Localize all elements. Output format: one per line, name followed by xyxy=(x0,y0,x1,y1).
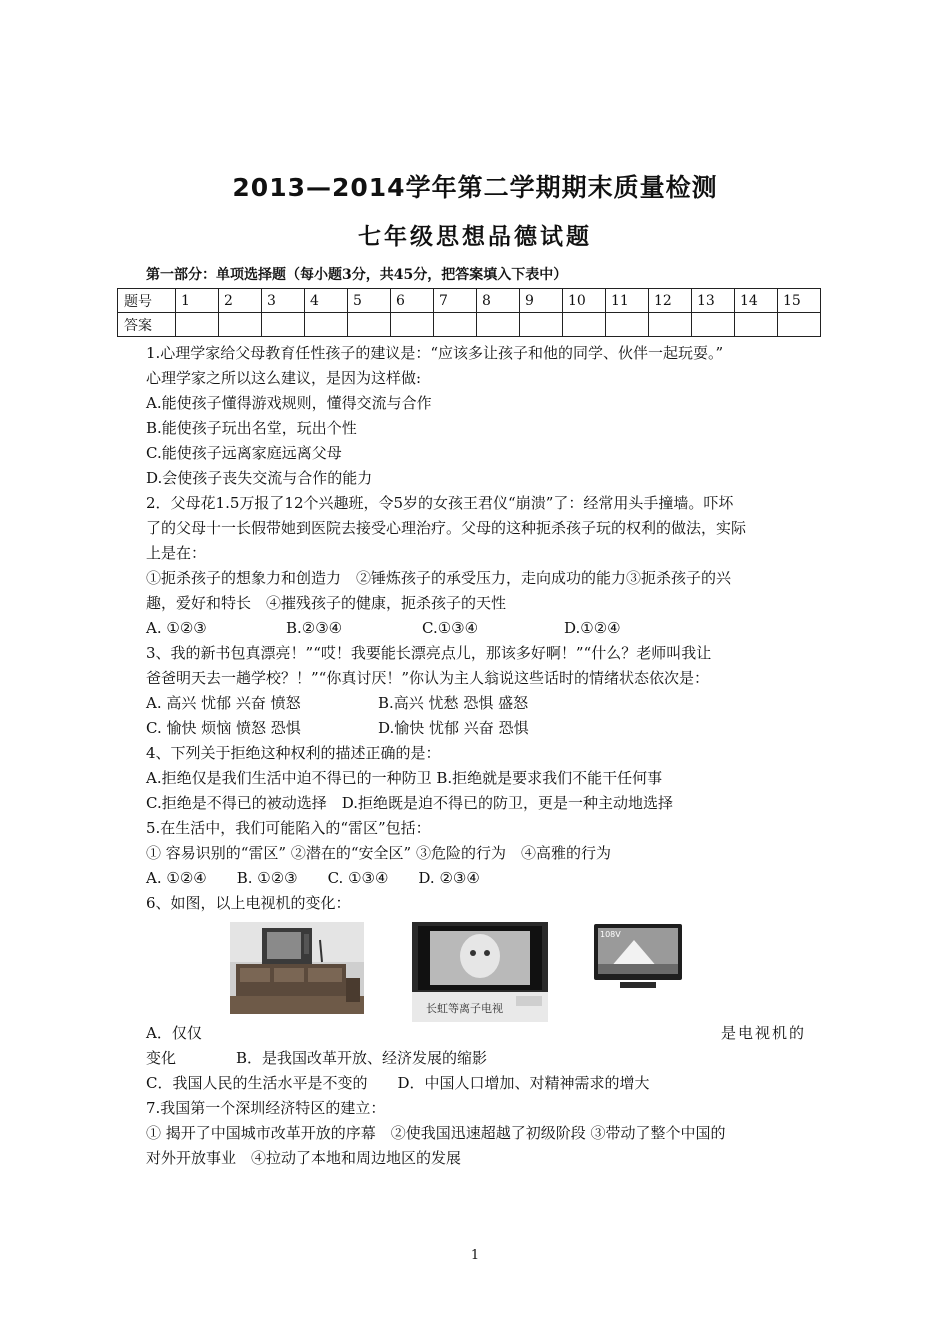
q2-option-c: C.①③④ xyxy=(422,619,479,637)
answer-table-number: 10 xyxy=(563,289,606,313)
q3-stem-line1: 3、我的新书包真漂亮！”“哎！我要能长漂亮点儿，那该多好啊！”“什么？老师叫我让 xyxy=(146,644,712,662)
q2-option-a: A. ①②③ xyxy=(146,619,207,637)
q5-choices: A. ①②④ B. ①②③ C. ①③④ D. ②③④ xyxy=(146,869,480,887)
q6-option-a-line xyxy=(146,1021,806,1046)
q1-option-c: C.能使孩子远离家庭远离父母 xyxy=(146,444,342,462)
answer-table-label-number: 题号 xyxy=(118,289,176,313)
answer-table-number: 11 xyxy=(606,289,649,313)
answer-cell[interactable] xyxy=(219,313,262,337)
answer-table-number: 7 xyxy=(434,289,477,313)
q3-choices-cd xyxy=(146,716,806,741)
q5-stem: 5.在生活中，我们可能陷入的“雷区”包括： xyxy=(146,819,431,837)
answer-table-number: 4 xyxy=(305,289,348,313)
answer-cell[interactable] xyxy=(563,313,606,337)
question-body xyxy=(146,341,806,1171)
q1-option-b: B.能使孩子玩出名堂，玩出个性 xyxy=(146,419,357,437)
answer-table-number: 3 xyxy=(262,289,305,313)
q3-choices-ab xyxy=(146,691,806,716)
answer-cell[interactable] xyxy=(262,313,305,337)
answer-table-number: 15 xyxy=(778,289,821,313)
q2-stem-line1: 2．父母花1.5万报了12个兴趣班，令5岁的女孩王君仪“崩溃”了：经常用头手撞墙。吓坏 xyxy=(146,494,734,512)
q6-pictures xyxy=(146,916,806,1021)
answer-table-number: 9 xyxy=(520,289,563,313)
q4-stem: 4、下列关于拒绝这种权利的描述正确的是： xyxy=(146,744,441,762)
exam-subtitle: 七年级思想品德试题 xyxy=(358,224,592,250)
q1-stem-line2: 心理学家之所以这么建议，是因为这样做: xyxy=(146,369,422,387)
answer-cell[interactable] xyxy=(477,313,520,337)
q6-option-a-right: 是电视机的 xyxy=(720,1024,806,1042)
old-tv-picture xyxy=(230,922,364,1014)
answer-table-number: 14 xyxy=(735,289,778,313)
q7-stem: 7.我国第一个深圳经济特区的建立： xyxy=(146,1099,386,1117)
q2-items-line2: 趣，爱好和特长 ④摧残孩子的健康，扼杀孩子的天性 xyxy=(146,594,507,612)
q2-stem-line2: 了的父母十一长假带她到医院去接受心理治疗。父母的这种扼杀孩子玩的权利的做法，实际 xyxy=(146,519,747,537)
answer-cell[interactable] xyxy=(391,313,434,337)
q1-option-a: A.能使孩子懂得游戏规则，懂得交流与合作 xyxy=(146,394,432,412)
q2-option-b: B.②③④ xyxy=(286,619,343,637)
answer-table-number: 1 xyxy=(176,289,219,313)
answer-table-number: 13 xyxy=(692,289,735,313)
q6-stem: 6、如图，以上电视机的变化： xyxy=(146,894,351,912)
answer-cell[interactable] xyxy=(606,313,649,337)
answer-table xyxy=(117,288,821,337)
answer-table-number: 6 xyxy=(391,289,434,313)
answer-cell[interactable] xyxy=(735,313,778,337)
answer-table-number: 2 xyxy=(219,289,262,313)
answer-cell[interactable] xyxy=(649,313,692,337)
answer-table-header-row xyxy=(118,289,821,313)
q6-option-b-line: 变化 B．是我国改革开放、经济发展的缩影 xyxy=(146,1049,488,1067)
q7-items-line1: ① 揭开了中国城市改革开放的序幕 ②使我国迅速超越了初级阶段 ③带动了整个中国的 xyxy=(146,1124,726,1142)
plasma-tv-picture xyxy=(412,922,548,1022)
answer-cell[interactable] xyxy=(434,313,477,337)
part1-heading: 第一部分：单项选择题（每小题3分，共45分，把答案填入下表中） xyxy=(146,267,568,283)
q6-options-cd: C．我国人民的生活水平是不变的 D．中国人口增加、对精神需求的增大 xyxy=(146,1074,650,1092)
q3-option-a: A. 高兴 忧郁 兴奋 愤怒 xyxy=(146,694,301,712)
flat-tv-label: 108V xyxy=(600,930,621,939)
flat-tv-picture xyxy=(592,922,684,994)
answer-table-number: 5 xyxy=(348,289,391,313)
q2-option-d: D.①②④ xyxy=(564,619,621,637)
q1-option-d: D.会使孩子丧失交流与合作的能力 xyxy=(146,469,373,487)
q3-option-c: C. 愉快 烦恼 愤怒 恐惧 xyxy=(146,719,301,737)
answer-cell[interactable] xyxy=(778,313,821,337)
q7-items-line2: 对外开放事业 ④拉动了本地和周边地区的发展 xyxy=(146,1149,462,1167)
q5-items: ① 容易识别的“雷区” ②潜在的“安全区” ③危险的行为 ④高雅的行为 xyxy=(146,844,611,862)
answer-cell[interactable] xyxy=(348,313,391,337)
q4-options-cd: C.拒绝是不得已的被动选择 D.拒绝既是迫不得已的防卫，更是一种主动地选择 xyxy=(146,794,673,812)
q3-option-d: D.愉快 忧郁 兴奋 恐惧 xyxy=(378,719,529,737)
answer-table-answer-row xyxy=(118,313,821,337)
q4-options-ab: A.拒绝仅是我们生活中迫不得已的一种防卫 B.拒绝就是要求我们不能干任何事 xyxy=(146,769,663,787)
page-number: 1 xyxy=(470,1248,480,1263)
q6-option-a-left: A．仅仅 xyxy=(146,1024,202,1042)
q3-option-b: B.高兴 忧愁 恐惧 盛怒 xyxy=(378,694,529,712)
q2-stem-line3: 上是在： xyxy=(146,544,207,562)
answer-cell[interactable] xyxy=(305,313,348,337)
answer-cell[interactable] xyxy=(176,313,219,337)
q2-choices xyxy=(146,616,806,641)
q1-stem-line1: 1.心理学家给父母教育任性孩子的建议是：“应该多让孩子和他的同学、伙伴一起玩耍。” xyxy=(146,344,724,362)
answer-cell[interactable] xyxy=(692,313,735,337)
answer-table-label-answer: 答案 xyxy=(118,313,176,337)
q2-items-line1: ①扼杀孩子的想象力和创造力 ②锤炼孩子的承受压力，走向成功的能力③扼杀孩子的兴 xyxy=(146,569,732,587)
exam-title: 2013—2014学年第二学期期末质量检测 xyxy=(232,173,718,202)
answer-table-number: 12 xyxy=(649,289,692,313)
plasma-tv-caption: 长虹等离子电视 xyxy=(426,1002,503,1015)
q3-stem-line2: 爸爸明天去一趟学校？！”“你真讨厌！”你认为主人翁说这些话时的情绪状态依次是： xyxy=(146,669,710,687)
answer-cell[interactable] xyxy=(520,313,563,337)
answer-table-number: 8 xyxy=(477,289,520,313)
